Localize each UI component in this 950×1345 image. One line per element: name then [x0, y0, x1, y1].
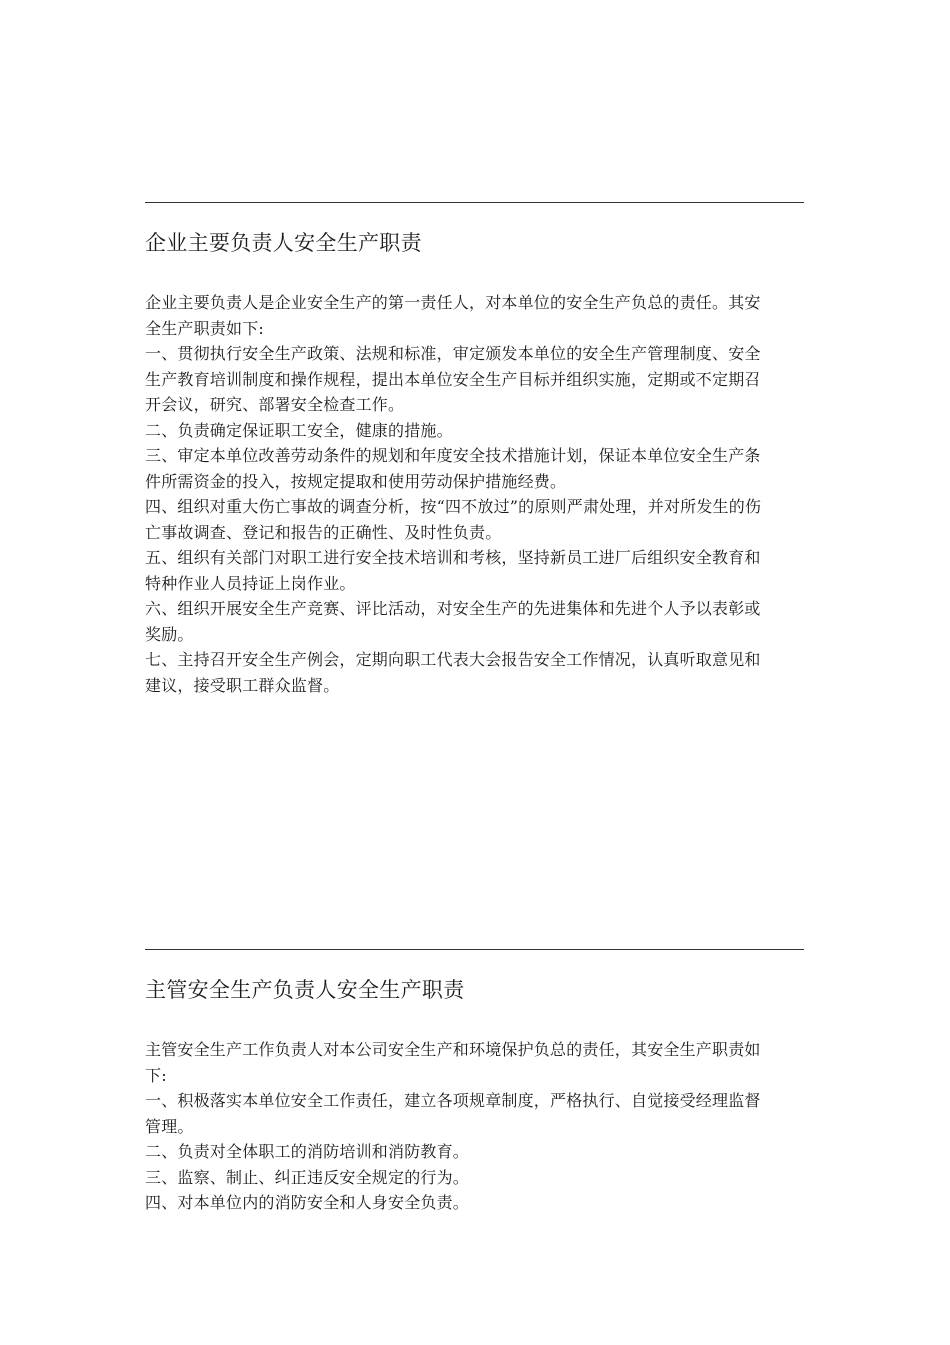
duty-item-4: 四、对本单位内的消防安全和人身安全负责。: [145, 1193, 470, 1212]
section-title: 主管安全生产负责人安全生产职责: [145, 978, 465, 1002]
duty-item-4: 四、组织对重大伤亡事故的调查分析，按“四不放过”的原则严肃处理，并对所发生的伤亡事故调查、登记和报告的正确性、及时性负责。: [145, 497, 762, 542]
duty-item-6: 六、组织开展安全生产竞赛、评比活动，对安全生产的先进集体和先进个人予以表彰或奖励。: [145, 599, 761, 644]
duty-item-1: 一、贯彻执行安全生产政策、法规和标准，审定颁发本单位的安全生产管理制度、安全生产教育培训制度和操作规程，提出本单位安全生产目标并组织实施，定期或不定期召开会议，研究、部署安全检查工作。: [145, 344, 761, 414]
duty-item-1: 一、积极落实本单位安全工作责任，建立各项规章制度，严格执行、自觉接受经理监督管理。: [145, 1091, 761, 1136]
duty-item-5: 五、组织有关部门对职工进行安全技术培训和考核，坚持新员工进厂后组织安全教育和特种作业人员持证上岗作业。: [145, 548, 761, 593]
section-safety-manager: [145, 975, 765, 1212]
intro-paragraph: 企业主要负责人是企业安全生产的第一责任人，对本单位的安全生产负总的责任。其安全生产职责如下:: [145, 293, 761, 338]
duty-item-2: 二、负责确定保证职工安全，健康的措施。: [145, 420, 453, 440]
duty-item-3: 三、审定本单位改善劳动条件的规划和年度安全技术措施计划，保证本单位安全生产条件所需资金的投入，按规定提取和使用劳动保护措施经费。: [145, 446, 761, 491]
section-body: [145, 1037, 765, 1216]
duty-item-3: 三、监察、制止、纠正违反安全规定的行为。: [145, 1167, 470, 1187]
duty-item-7: 七、主持召开安全生产例会，定期向职工代表大会报告安全工作情况，认真听取意见和建议，接受职工群众监督。: [145, 650, 761, 695]
section-divider: [145, 949, 804, 950]
section-body: [145, 290, 765, 698]
section-divider: [145, 202, 804, 203]
section-title: 企业主要负责人安全生产职责: [145, 231, 422, 255]
section-enterprise-head: [145, 228, 765, 695]
intro-paragraph: 主管安全生产工作负责人对本公司安全生产和环境保护负总的责任，其安全生产职责如下:: [145, 1040, 761, 1085]
duty-item-2: 二、负责对全体职工的消防培训和消防教育。: [145, 1142, 470, 1161]
